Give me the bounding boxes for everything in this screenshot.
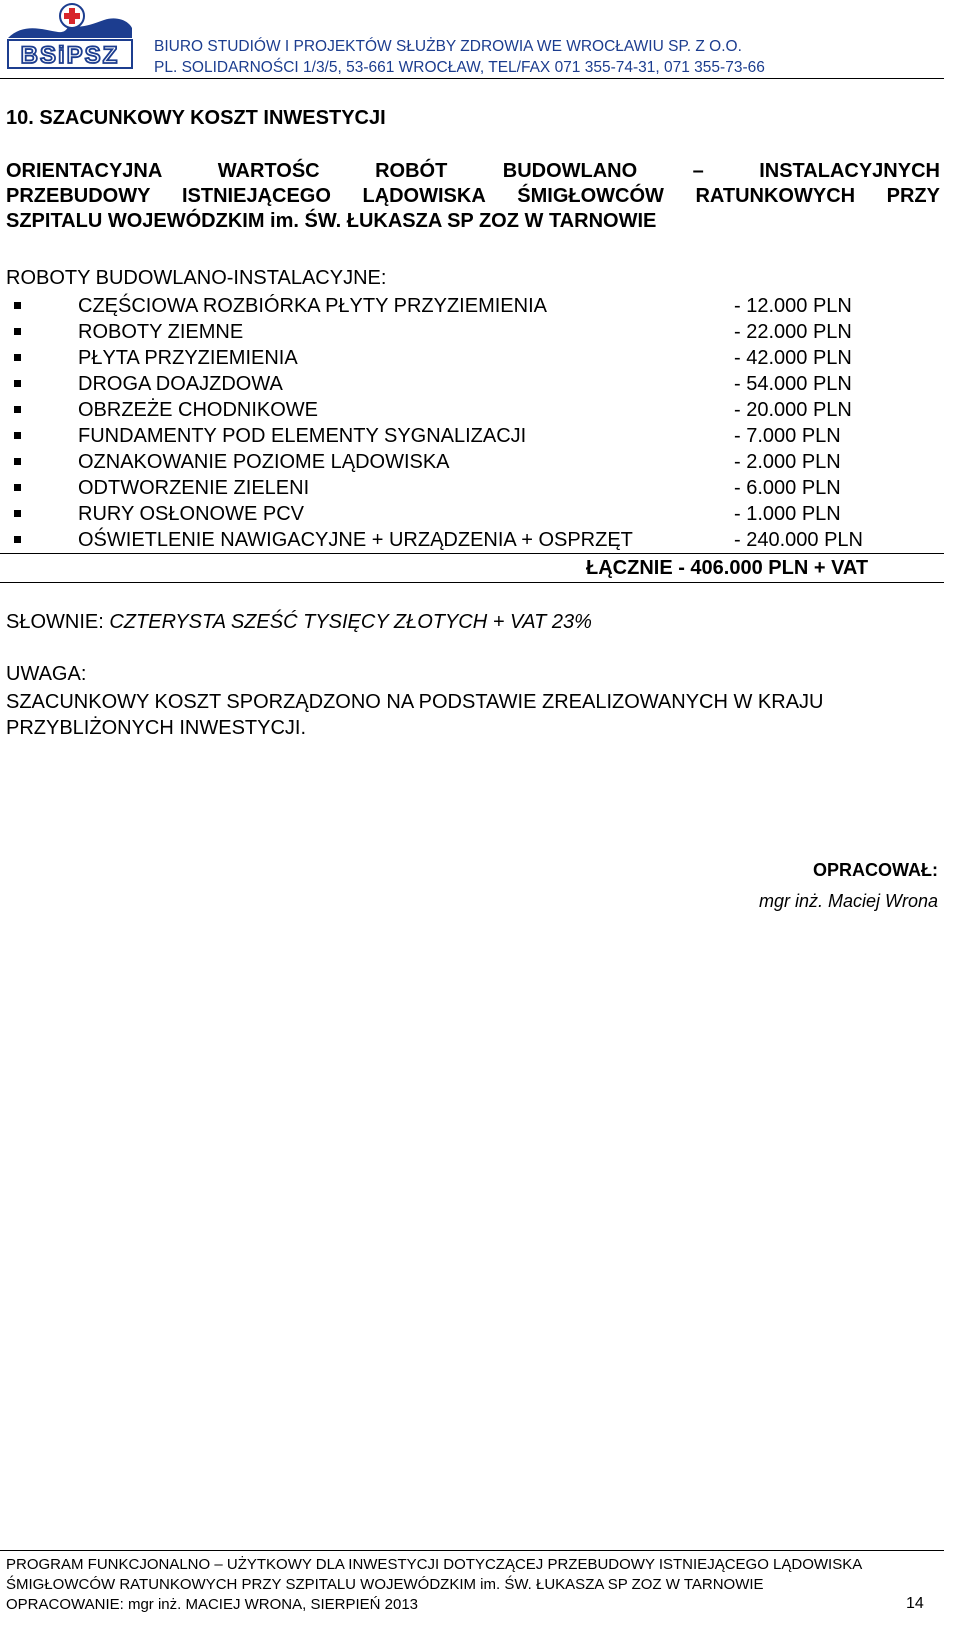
total-top-rule — [0, 553, 944, 554]
list-item — [6, 475, 944, 501]
footer-line-1: PROGRAM FUNKCJONALNO – UŻYTKOWY DLA INWESTYCJI DOTYCZĄCEJ PRZEBUDOWY ISTNIEJĄCEGO LĄDOWISKA — [6, 1556, 863, 1573]
work-name: CZĘŚCIOWA ROZBIÓRKA PŁYTY PRZYZIEMIENIA — [78, 295, 547, 317]
work-name: ODTWORZENIE ZIELENI — [78, 477, 310, 499]
company-logo — [4, 2, 136, 70]
company-name: BIURO STUDIÓW I PROJEKTÓW SŁUŻBY ZDROWIA WE WROCŁAWIU SP. Z O.O. — [154, 38, 742, 55]
square-bullet-icon — [14, 406, 21, 413]
note-label: UWAGA: — [6, 663, 87, 685]
list-item — [6, 527, 944, 553]
work-name: DROGA DOAJZDOWA — [78, 373, 283, 395]
in-words-value: CZTERYSTA SZEŚĆ TYSIĘCY ZŁOTYCH + VAT 23% — [109, 611, 592, 633]
company-address: PL. SOLIDARNOŚCI 1/3/5, 53-661 WROCŁAW, TEL/FAX 071 355-74-31, 071 355-73-66 — [154, 59, 765, 76]
square-bullet-icon — [14, 510, 21, 517]
work-cost: - 2.000 PLN — [734, 451, 841, 473]
note-text: SZACUNKOWY KOSZT SPORZĄDZONO NA PODSTAWIE ZREALIZOWANYCH W KRAJU PRZYBLIŻONYCH INWESTYCJI. — [6, 691, 824, 739]
subject-word: WARTOŚC — [217, 160, 320, 182]
square-bullet-icon — [14, 328, 21, 335]
list-item — [6, 293, 944, 319]
work-cost: - 240.000 PLN — [734, 529, 863, 551]
work-cost: - 20.000 PLN — [734, 399, 852, 421]
footer-line-2: ŚMIGŁOWCÓW RATUNKOWYCH PRZY SZPITALU WOJEWÓDZKIM im. ŚW. ŁUKASZA SP ZOZ W TARNOWIE — [6, 1576, 764, 1593]
works-label: ROBOTY BUDOWLANO-INSTALACYJNE: — [6, 267, 387, 289]
work-cost: - 42.000 PLN — [734, 347, 852, 369]
list-item — [6, 449, 944, 475]
list-item — [6, 501, 944, 527]
page-number: 14 — [906, 1595, 924, 1612]
square-bullet-icon — [14, 484, 21, 491]
prepared-by-name: mgr inż. Maciej Wrona — [758, 891, 938, 911]
logo-lettering: BSiPSZ — [20, 42, 120, 69]
subject-word: ISTNIEJĄCEGO — [181, 185, 331, 207]
section-title: 10. SZACUNKOWY KOSZT INWESTYCJI — [6, 107, 386, 129]
square-bullet-icon — [14, 536, 21, 543]
subject-line-2 — [6, 184, 940, 209]
prepared-by-label: OPRACOWAŁ: — [813, 860, 938, 880]
work-name: OZNAKOWANIE POZIOME LĄDOWISKA — [78, 451, 450, 473]
total-bottom-rule — [0, 582, 944, 583]
footer-line-3: OPRACOWANIE: mgr inż. MACIEJ WRONA, SIERPIEŃ 2013 — [6, 1596, 419, 1613]
page-footer — [6, 1555, 862, 1615]
square-bullet-icon — [14, 302, 21, 309]
work-name: FUNDAMENTY POD ELEMENTY SYGNALIZACJI — [78, 425, 527, 447]
work-name: OŚWIETLENIE NAWIGACYJNE + URZĄDZENIA + OSPRZĘT — [78, 529, 633, 551]
subject-word: – — [692, 160, 704, 182]
subject-word: PRZEBUDOWY — [6, 185, 151, 207]
square-bullet-icon — [14, 354, 21, 361]
subject-line-1 — [6, 159, 940, 184]
subject-word: LĄDOWISKA — [362, 185, 486, 207]
amount-in-words — [6, 611, 592, 634]
project-subject — [6, 159, 940, 234]
list-item — [6, 319, 944, 345]
work-cost: - 22.000 PLN — [734, 321, 852, 343]
square-bullet-icon — [14, 458, 21, 465]
list-item — [6, 371, 944, 397]
subject-line-3: SZPITALU WOJEWÓDZKIM im. ŚW. ŁUKASZA SP ZOZ W TARNOWIE — [6, 210, 657, 232]
list-item — [6, 397, 944, 423]
page-header — [0, 0, 944, 79]
work-cost: - 7.000 PLN — [734, 425, 841, 447]
work-cost: - 6.000 PLN — [734, 477, 841, 499]
work-cost: - 1.000 PLN — [734, 503, 841, 525]
subject-word: ROBÓT — [375, 160, 448, 182]
list-item — [6, 423, 944, 449]
square-bullet-icon — [14, 432, 21, 439]
subject-word: BUDOWLANO — [502, 160, 638, 182]
work-cost: - 54.000 PLN — [734, 373, 852, 395]
subject-word: RATUNKOWYCH — [695, 185, 856, 207]
subject-word: PRZY — [886, 185, 940, 207]
footer-rule — [0, 1550, 944, 1551]
list-item — [6, 345, 944, 371]
work-name: PŁYTA PRZYZIEMIENIA — [78, 347, 298, 369]
subject-word: ŚMIGŁOWCÓW — [517, 185, 664, 207]
work-name: ROBOTY ZIEMNE — [78, 321, 244, 343]
work-name: OBRZEŻE CHODNIKOWE — [78, 399, 319, 421]
subject-word: ORIENTACYJNA — [6, 160, 163, 182]
total-amount: ŁĄCZNIE - 406.000 PLN + VAT — [586, 557, 869, 579]
works-list — [6, 293, 944, 553]
subject-word: INSTALACYJNYCH — [759, 160, 940, 182]
in-words-label: SŁOWNIE: — [6, 611, 104, 633]
square-bullet-icon — [14, 380, 21, 387]
company-info — [154, 36, 765, 78]
work-cost: - 12.000 PLN — [734, 295, 852, 317]
work-name: RURY OSŁONOWE PCV — [78, 503, 304, 525]
